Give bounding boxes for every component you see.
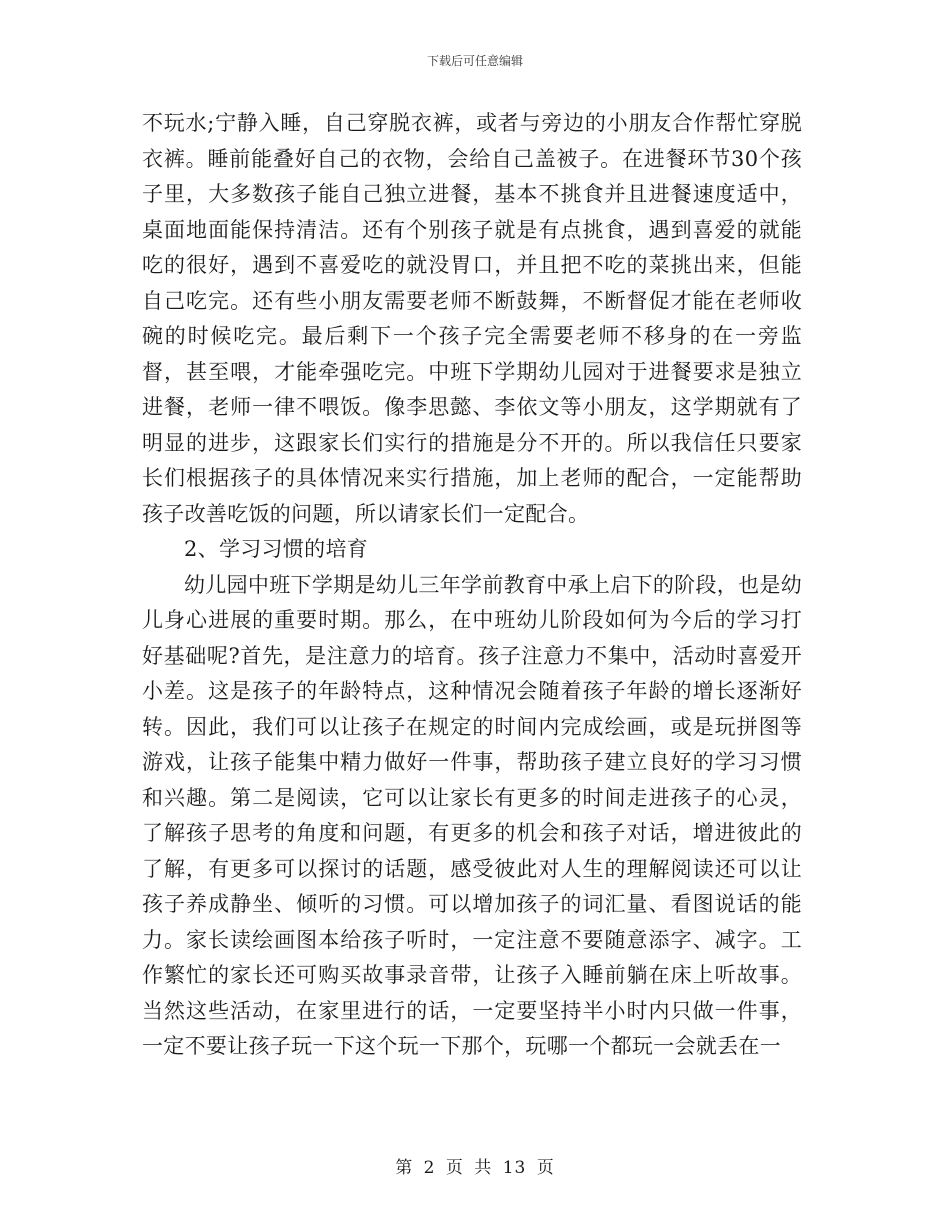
document-body: [142, 106, 802, 1065]
section-heading: 2、学习习惯的培育: [184, 537, 369, 561]
page-number: 第 2 页 共 13 页: [395, 1158, 555, 1178]
body-paragraph: 幼儿园中班下学期是幼儿三年学前教育中承上启下的阶段，也是幼儿身心进展的重要时期。那么，在中班幼儿阶段如何为今后的学习打好基础呢?首先，是注意力的培育。孩子注意力不集中，活动时喜爱开小差。这是孩子的年龄特点，这种情况会随着孩子年龄的增长逐渐好转。因此，我们可以让孩子在规定的时间内完成绘画，或是玩拼图等游戏，让孩子能集中精力做好一件事，帮助孩子建立良好的学习习惯和兴趣。第二是阅读，它可以让家长有更多的时间走进孩子的心灵，了解孩子思考的角度和问题，有更多的机会和孩子对话，增进彼此的了解，有更多可以探讨的话题，感受彼此对人生的理解阅读还可以让孩子养成静坐、倾听的习惯。可以增加孩子的词汇量、看图说话的能力。家长读绘画图本给孩子听时，一定注意不要随意添字、减字。工作繁忙的家长还可购买故事录音带，让孩子入睡前躺在床上听故事。当然这些活动，在家里进行的话，一定要坚持半小时内只做一件事，一定不要让孩子玩一下这个玩一下那个，玩哪一个都玩一会就丢在一: [142, 572, 802, 1058]
page-header: 下载后可任意编辑: [426, 54, 523, 68]
body-paragraph: 不玩水;宁静入睡，自己穿脱衣裤，或者与旁边的小朋友合作帮忙穿脱衣裤。睡前能叠好自己的衣物，会给自己盖被子。在进餐环节30个孩子里，大多数孩子能自己独立进餐，基本不挑食并且进餐速度适中，桌面地面能保持清洁。还有个别孩子就是有点挑食，遇到喜爱的就能吃的很好，遇到不喜爱吃的就没胃口，并且把不吃的菜挑出来，但能自己吃完。还有些小朋友需要老师不断鼓舞，不断督促才能在老师收碗的时候吃完。最后剩下一个孩子完全需要老师不移身的在一旁监督，甚至喂，才能牵强吃完。中班下学期幼儿园对于进餐要求是独立进餐，老师一律不喂饭。像李思懿、李依文等小朋友，这学期就有了明显的进步，这跟家长们实行的措施是分不开的。所以我信任只要家长们根据孩子的具体情况来实行措施，加上老师的配合，一定能帮助孩子改善吃饭的问题，所以请家长们一定配合。: [142, 111, 802, 526]
